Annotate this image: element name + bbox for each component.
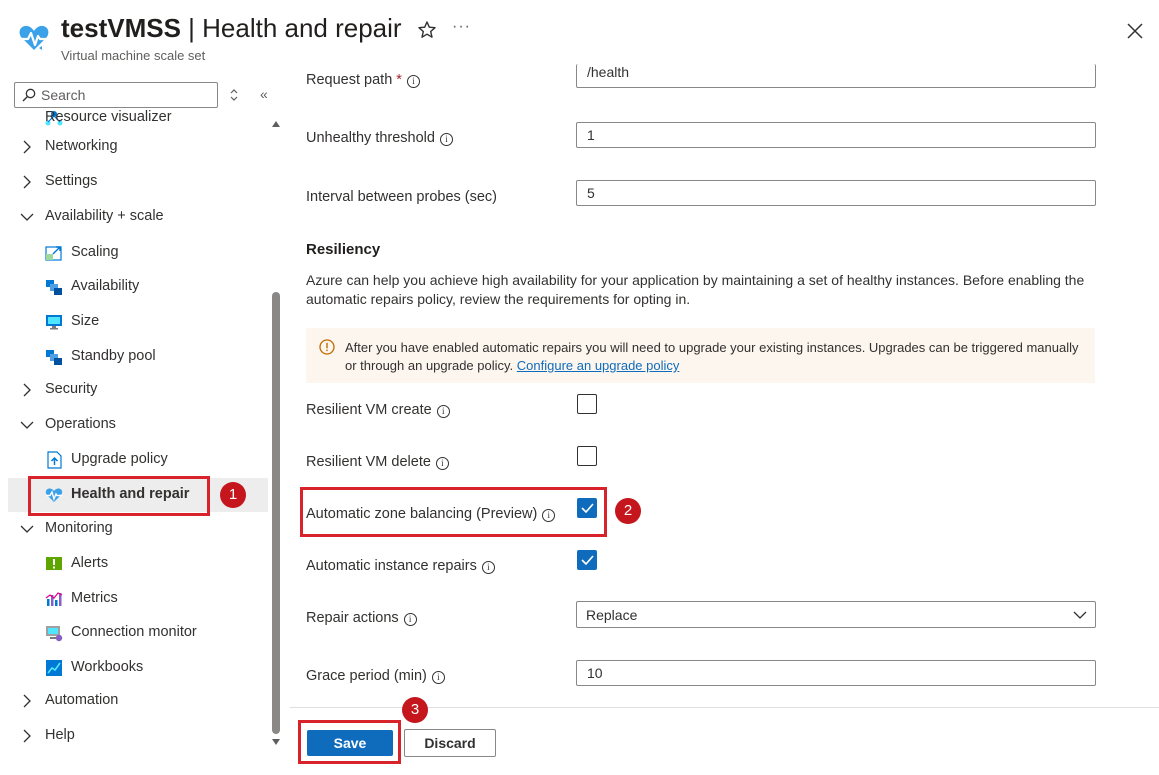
sidebar-item-label: Standby pool xyxy=(71,348,156,364)
chevron-right-icon xyxy=(22,175,32,189)
sidebar-item-security[interactable] xyxy=(0,373,268,407)
field-label-text: Automatic instance repairs xyxy=(306,558,477,574)
interval-label xyxy=(306,189,497,205)
page-header xyxy=(0,0,1159,70)
resiliency-description: Azure can help you achieve high availability for your application by maintaining a set of healthy instances. Before enabling the automatic repairs policy, review the requirements for opting in. xyxy=(306,272,1085,307)
sort-updown-icon[interactable] xyxy=(229,88,239,102)
page-title-resource: testVMSS xyxy=(61,13,181,43)
sidebar-item-workbooks[interactable] xyxy=(0,651,268,685)
page-title xyxy=(61,13,402,44)
info-icon[interactable]: i xyxy=(482,561,495,574)
favorite-star-icon[interactable] xyxy=(417,20,437,40)
sidebar-item-label: Availability + scale xyxy=(45,208,164,224)
connection-monitor-icon xyxy=(45,624,63,642)
sidebar-item-alerts[interactable] xyxy=(0,547,268,581)
callout-highlight-save xyxy=(298,720,401,764)
sidebar-item-size[interactable] xyxy=(0,305,268,339)
sidebar-scrollbar-thumb[interactable] xyxy=(272,292,280,734)
sidebar-item-availability[interactable] xyxy=(0,270,268,304)
sidebar-item-automation[interactable] xyxy=(0,684,268,718)
repair-actions-dropdown[interactable] xyxy=(576,601,1096,628)
field-label-text: Unhealthy threshold xyxy=(306,130,435,146)
sidebar-item-label: Security xyxy=(45,381,98,397)
sidebar-item-label: Settings xyxy=(45,173,98,189)
warning-message: After you have enabled automatic repairs you will need to upgrade your existing instances. Upgrades can be triggered manually or through an upgrade policy. xyxy=(345,340,1079,373)
info-icon[interactable]: i xyxy=(404,613,417,626)
sidebar-item-label: Connection monitor xyxy=(71,624,197,640)
discard-button[interactable]: Discard xyxy=(404,729,496,757)
sidebar-item-label: Alerts xyxy=(71,555,109,571)
chevron-down-icon xyxy=(20,212,34,222)
sidebar-item-label: Scaling xyxy=(71,244,119,260)
unhealthy-threshold-field[interactable] xyxy=(576,122,1096,148)
standby-pool-icon xyxy=(45,348,63,366)
sidebar-item-label: Upgrade policy xyxy=(71,451,168,467)
sidebar-item-settings[interactable] xyxy=(0,165,268,199)
availability-icon xyxy=(45,278,63,296)
automatic-instance-repairs-label xyxy=(306,558,495,574)
grace-period-input[interactable] xyxy=(577,661,1095,685)
automatic-instance-repairs-checkbox[interactable] xyxy=(577,550,597,570)
page-title-separator: | xyxy=(180,13,203,43)
callout-badge-2: 2 xyxy=(615,498,641,524)
repair-actions-label xyxy=(306,610,417,626)
sidebar-search[interactable] xyxy=(14,82,218,108)
collapse-sidebar-icon[interactable]: « xyxy=(260,86,268,102)
info-icon[interactable]: i xyxy=(437,405,450,418)
callout-highlight-zone-balancing xyxy=(300,487,607,537)
callout-badge-1: 1 xyxy=(220,482,246,508)
chevron-right-icon xyxy=(22,729,32,743)
upgrade-policy-icon xyxy=(45,451,63,469)
chevron-right-icon xyxy=(22,140,32,154)
field-label-text: Grace period (min) xyxy=(306,668,427,684)
field-label-text: Resilient VM delete xyxy=(306,454,431,470)
scroll-up-arrow-icon[interactable] xyxy=(272,121,280,127)
sidebar-item-monitoring[interactable] xyxy=(0,512,268,546)
request-path-input[interactable] xyxy=(577,61,1095,84)
sidebar-item-standby-pool[interactable] xyxy=(0,340,268,374)
sidebar-item-networking[interactable] xyxy=(0,130,268,164)
resiliency-heading: Resiliency xyxy=(306,241,381,258)
interval-input[interactable] xyxy=(577,181,1095,205)
more-options-icon[interactable]: ··· xyxy=(452,18,471,35)
sidebar-item-label: Workbooks xyxy=(71,659,144,675)
field-label-text: Interval between probes (sec) xyxy=(306,189,498,205)
sidebar-item-label: Size xyxy=(71,313,100,329)
sidebar-item-metrics[interactable] xyxy=(0,582,268,616)
sidebar-item-label: Resource visualizer xyxy=(45,110,172,125)
chevron-right-icon xyxy=(22,694,32,708)
request-path-label xyxy=(306,72,420,88)
resilient-vm-delete-label xyxy=(306,454,449,470)
save-button[interactable]: Save xyxy=(307,730,393,756)
sidebar-item-label: Networking xyxy=(45,138,118,154)
grace-period-field[interactable] xyxy=(576,660,1096,686)
warning-banner xyxy=(306,328,1095,383)
heart-pulse-icon xyxy=(18,22,50,54)
sidebar xyxy=(0,74,285,775)
metrics-icon xyxy=(45,590,63,608)
resilient-vm-create-checkbox[interactable] xyxy=(577,394,597,414)
resilient-vm-delete-checkbox[interactable] xyxy=(577,446,597,466)
request-path-field[interactable] xyxy=(576,64,1096,88)
sidebar-item-label: Availability xyxy=(71,278,140,294)
field-label-text: Repair actions xyxy=(306,610,399,626)
required-mark: * xyxy=(396,72,402,88)
sidebar-item-label: Automation xyxy=(45,692,119,708)
configure-upgrade-policy-link[interactable]: Configure an upgrade policy xyxy=(516,358,680,373)
unhealthy-threshold-label xyxy=(306,130,453,146)
sidebar-item-label: Monitoring xyxy=(45,520,113,536)
sidebar-item-operations[interactable] xyxy=(0,408,268,442)
sidebar-item-label: Help xyxy=(45,727,75,743)
interval-field[interactable] xyxy=(576,180,1096,206)
info-icon[interactable]: i xyxy=(436,457,449,470)
alerts-icon xyxy=(45,555,63,573)
unhealthy-threshold-input[interactable] xyxy=(577,123,1095,147)
info-icon[interactable]: i xyxy=(432,671,445,684)
chevron-down-icon xyxy=(20,420,34,430)
sidebar-nav xyxy=(0,110,268,775)
chevron-down-icon xyxy=(20,524,34,534)
workbooks-icon xyxy=(45,659,63,677)
sidebar-item-scaling[interactable] xyxy=(0,236,268,270)
sidebar-item-label: Operations xyxy=(45,416,116,432)
warning-icon xyxy=(319,339,335,355)
sidebar-item-upgrade-policy[interactable] xyxy=(0,443,268,477)
sidebar-item-label: Health and repair xyxy=(71,486,190,502)
warning-text xyxy=(345,339,1085,375)
chevron-down-icon xyxy=(1073,611,1087,620)
resilient-vm-create-label xyxy=(306,402,450,418)
search-input[interactable] xyxy=(41,86,211,104)
scroll-down-arrow-icon[interactable] xyxy=(272,739,280,745)
sidebar-item-availability-scale[interactable] xyxy=(0,200,268,234)
size-icon xyxy=(45,313,63,331)
scaling-icon xyxy=(45,244,63,262)
grace-period-label xyxy=(306,668,445,684)
field-label-text: Resilient VM create xyxy=(306,402,432,418)
info-icon[interactable]: i xyxy=(542,509,555,522)
search-icon xyxy=(22,88,36,102)
close-icon[interactable] xyxy=(1126,22,1144,40)
sidebar-item-help[interactable] xyxy=(0,719,268,753)
health-repair-form xyxy=(290,64,1159,704)
checkmark-icon xyxy=(581,555,594,565)
field-label-text: Automatic zone balancing (Preview) xyxy=(306,506,538,522)
info-icon[interactable]: i xyxy=(407,75,420,88)
callout-badge-3: 3 xyxy=(402,697,428,723)
chevron-right-icon xyxy=(22,383,32,397)
sidebar-item-connection-monitor[interactable] xyxy=(0,616,268,650)
repair-actions-value: Replace xyxy=(586,607,638,623)
callout-highlight-health-and-repair xyxy=(28,476,210,516)
field-label-text: Request path xyxy=(306,72,393,88)
sidebar-item-label: Metrics xyxy=(71,590,118,606)
page-title-page: Health and repair xyxy=(202,13,402,43)
page-subtitle: Virtual machine scale set xyxy=(61,48,206,63)
info-icon[interactable]: i xyxy=(440,133,453,146)
